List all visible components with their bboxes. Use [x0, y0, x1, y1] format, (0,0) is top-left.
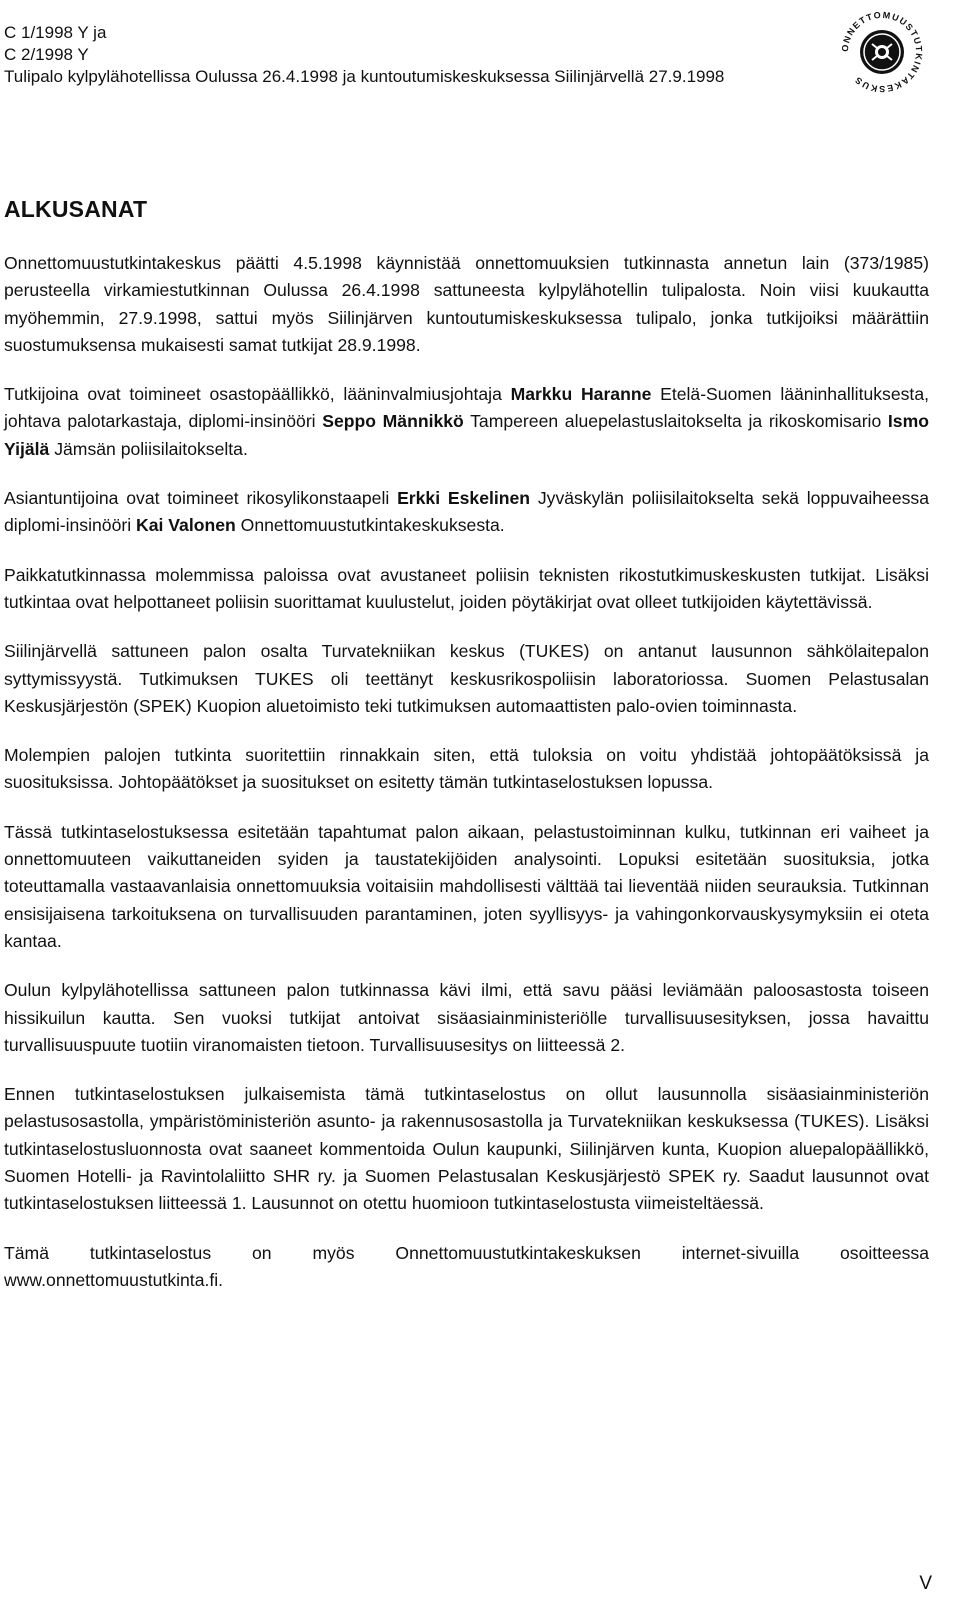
document-body [4, 250, 929, 1316]
paragraph: Tässä tutkintaselostuksessa esitetään tapahtumat palon aikaan, pelastustoiminnan kulku, tutkinnan eri vaiheet ja onnettomuuteen vaikuttaneiden syiden ja taustatekijöiden analysointi. Lopuksi esitetään suosituksia, jotka toteuttamalla vastaavanlaisia onnettomuuksia voitaisiin mahdollisesti välttää tai lieventää niiden seurauksia. Tutkinnan ensisijaisena tarkoituksena on turvallisuuden parantaminen, joten syyllisyys- ja vahingonkorvauskysymyksiin ei oteta kantaa. [4, 821, 929, 951]
paragraph: Siilinjärvellä sattuneen palon osalta Turvatekniikan keskus (TUKES) on antanut lausunnon sähkölaitepalon syttymissyystä. Tutkimuksen TUKES oli teettänyt keskusrikospoliisin laboratoriossa. Suomen Pelastusalan Keskusjärjestön (SPEK) Kuopion aluetoimisto teki tutkimuksen automaattisten palo-ovien toiminnasta. [4, 641, 929, 716]
agency-seal-logo [822, 0, 942, 104]
report-subject: Tulipalo kylpylähotellissa Oulussa 26.4.1998 ja kuntoutumiskeskuksessa Siilinjärvellä 27.9.1998 [4, 67, 725, 86]
paragraph: Ennen tutkintaselostuksen julkaisemista tämä tutkintaselostus on ollut lausunnolla sisäasiainministeriön pelastusosastolla, ympäristöministeriön asunto- ja rakennusosastolla ja Turvatekniikan keskuksessa (TUKES). Lisäksi tutkintaselostusluonnosta ovat saaneet kommentoida Oulun kaupunki, Siilinjärven kunta, Kuopion aluepalopäällikkö, Suomen Hotelli- ja Ravintolaliitto SHR ry. ja Suomen Pelastusalan Keskusjärjestö SPEK ry. Saadut lausunnot ovat tutkintaselostuksen liitteessä 1. Lausunnot on otettu huomioon tutkintaselostusta viimeisteltäessä. [4, 1084, 929, 1214]
seal-text: ONNETTOMUUSTUTKINTAKESKUS [839, 9, 925, 95]
paragraph: Tämä tutkintaselostus on myös Onnettomuustutkintakeskuksen internet-sivuilla osoitteessa www.onnettomuustutkinta.fi. [4, 1242, 929, 1290]
report-code-2: C 2/1998 Y [4, 45, 89, 64]
paragraph: Onnettomuustutkintakeskus päätti 4.5.1998 käynnistää onnettomuuksien tutkinnasta annetun lain (373/1985) perusteella virkamiestutkinnan Oulussa 26.4.1998 sattuneesta kylpylähotellin tulipalosta. Noin viisi kuukautta myöhemmin, 27.9.1998, sattui myös Siilinjärven kuntoutumiskeskuksessa tulipalo, jonka tutkijoiksi määrättiin suostumuksensa mukaisesti samat tutkijat 28.9.1998. [4, 253, 929, 355]
section-title: ALKUSANAT [4, 196, 148, 222]
paragraph: Tutkijoina ovat toimineet osastopäällikkö, lääninvalmiusjohtaja Markku Haranne Etelä-Suomen lääninhallituksesta, johtava palotarkastaja, diplomi-insinööri Seppo Männikkö Tampereen aluepelastuslaitokselta ja rikoskomisario Ismo Yijälä Jämsän poliisilaitokselta. [4, 384, 929, 459]
person-name: Seppo Männikkö [322, 411, 464, 432]
person-name: Ismo Yijälä [4, 411, 929, 459]
document-header [4, 22, 724, 88]
person-name: Kai Valonen [136, 515, 236, 536]
paragraph: Paikkatutkinnassa molemmissa paloissa ovat avustaneet poliisin teknisten rikostutkimuskeskusten tutkijat. Lisäksi tutkintaa ovat helpottaneet poliisin suorittamat kuulustelut, joiden pöytäkirjat ovat olleet tutkijoiden käytettävissä. [4, 564, 929, 612]
paragraph: Oulun kylpylähotellissa sattuneen palon tutkinnassa kävi ilmi, että savu pääsi leviämään paloosastosta toiseen hissikuilun kautta. Sen vuoksi tutkijat antoivat sisäasiainministeriölle turvallisuusesityksen, jossa havaittu turvallisuuspuute tuotiin viranomaisten tietoon. Turvallisuusesitys on liitteessä 2. [4, 980, 929, 1055]
paragraph: Asiantuntijoina ovat toimineet rikosylikonstaapeli Erkki Eskelinen Jyväskylän poliisilaitokselta sekä loppuvaiheessa diplomi-insinööri Kai Valonen Onnettomuustutkintakeskuksesta. [4, 488, 929, 536]
report-code-1: C 1/1998 Y ja [4, 23, 107, 42]
person-name: Markku Haranne [510, 384, 652, 405]
page-number: V [919, 1573, 932, 1594]
paragraph: Molempien palojen tutkinta suoritettiin rinnakkain siten, että tuloksia on voitu yhdistää johtopäätöksissä ja suosituksissa. Johtopäätökset ja suositukset on esitetty tämän tutkintaselostuksen lopussa. [4, 745, 929, 793]
person-name: Erkki Eskelinen [397, 488, 531, 509]
